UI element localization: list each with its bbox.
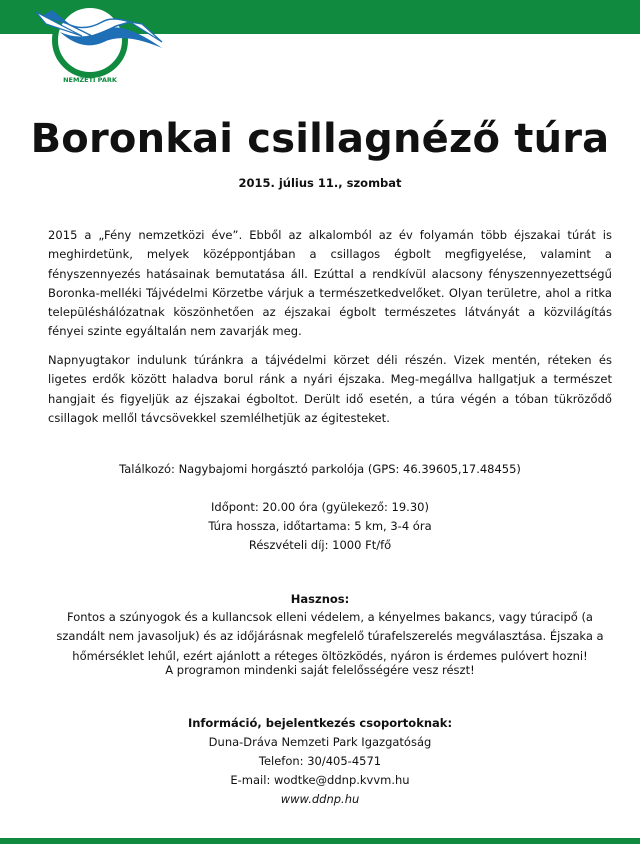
start-time: Időpont: 20.00 óra (gyülekező: 19.30) [211, 500, 429, 514]
page-title: Boronkai csillagnéző túra [30, 116, 610, 162]
useful-heading: Hasznos: [290, 592, 350, 606]
intro-paragraph: 2015 a „Fény nemzetközi éve”. Ebből az alkalomból az év folyamán több éjszakai túrát is meghirdetünk, melyek középpontjában a csillagos égbolt megfigyelése, valamint a fényszennyezés hatásainak bemutatása áll. Ezúttal a rendkívül alacsony fényszennyezettségű Boronka-melléki Tájvédelmi Körzetbe várjuk a természetkedvelőket. Olyan területre, ahol a ritka településhálózatnak köszönhetően az éjszakai égbolt természetes látványát a közvilágítás fényei szinte egyáltalán nem zavarják meg. [48, 228, 612, 339]
contact-phone: Telefon: 30/405-4571 [258, 754, 382, 768]
contact-website-link[interactable]: www.ddnp.hu [280, 792, 360, 806]
participation-fee: Részvételi díj: 1000 Ft/fő [248, 538, 392, 552]
useful-text: Fontos a szúnyogok és a kullancsok elleni védelem, a kényelmes bakancs, vagy túracipő (a szandált nem javasoljuk) és az időjárásnak megfelelő túrafelszerelés megválasztása. Éjszaka a hőmérséklet lehűl, ezért ajánlott a réteges öltözködés, nyáron is érdemes pulóvert hozni! [56, 610, 604, 663]
tour-length: Túra hossza, időtartama: 5 km, 3-4 óra [208, 519, 432, 533]
meeting-point: Találkozó: Nagybajomi horgásztó parkolója (GPS: 46.39605,17.48455) [119, 462, 521, 476]
contact-organization: Duna-Dráva Nemzeti Park Igazgatóság [208, 735, 432, 749]
logo-emblem-icon [12, 2, 172, 88]
national-park-logo [12, 2, 172, 88]
event-date: 2015. július 11., szombat [238, 176, 402, 190]
footer-color-band [0, 838, 640, 844]
svg-text:NEMZETI PARK: NEMZETI PARK [63, 76, 117, 84]
contact-heading: Információ, bejelentkezés csoportoknak: [187, 716, 453, 730]
responsibility-note: A programon mindenki saját felelősségére vesz részt! [165, 663, 475, 677]
contact-email[interactable]: E-mail: wodtke@ddnp.kvvm.hu [230, 773, 410, 787]
route-paragraph: Napnyugtakor indulunk túránkra a tájvédelmi körzet déli részén. Vizek mentén, réteken és ligetes erdők között haladva borul ránk a nyári éjszaka. Meg-megállva hallgatjuk a természet hangjait és figyeljük az éjszakai égboltot. Derült idő esetén, a túra végén a tóban tükröződő csillagok mellől távcsövekkel szemlélhetjük az égitesteket. [48, 353, 612, 425]
